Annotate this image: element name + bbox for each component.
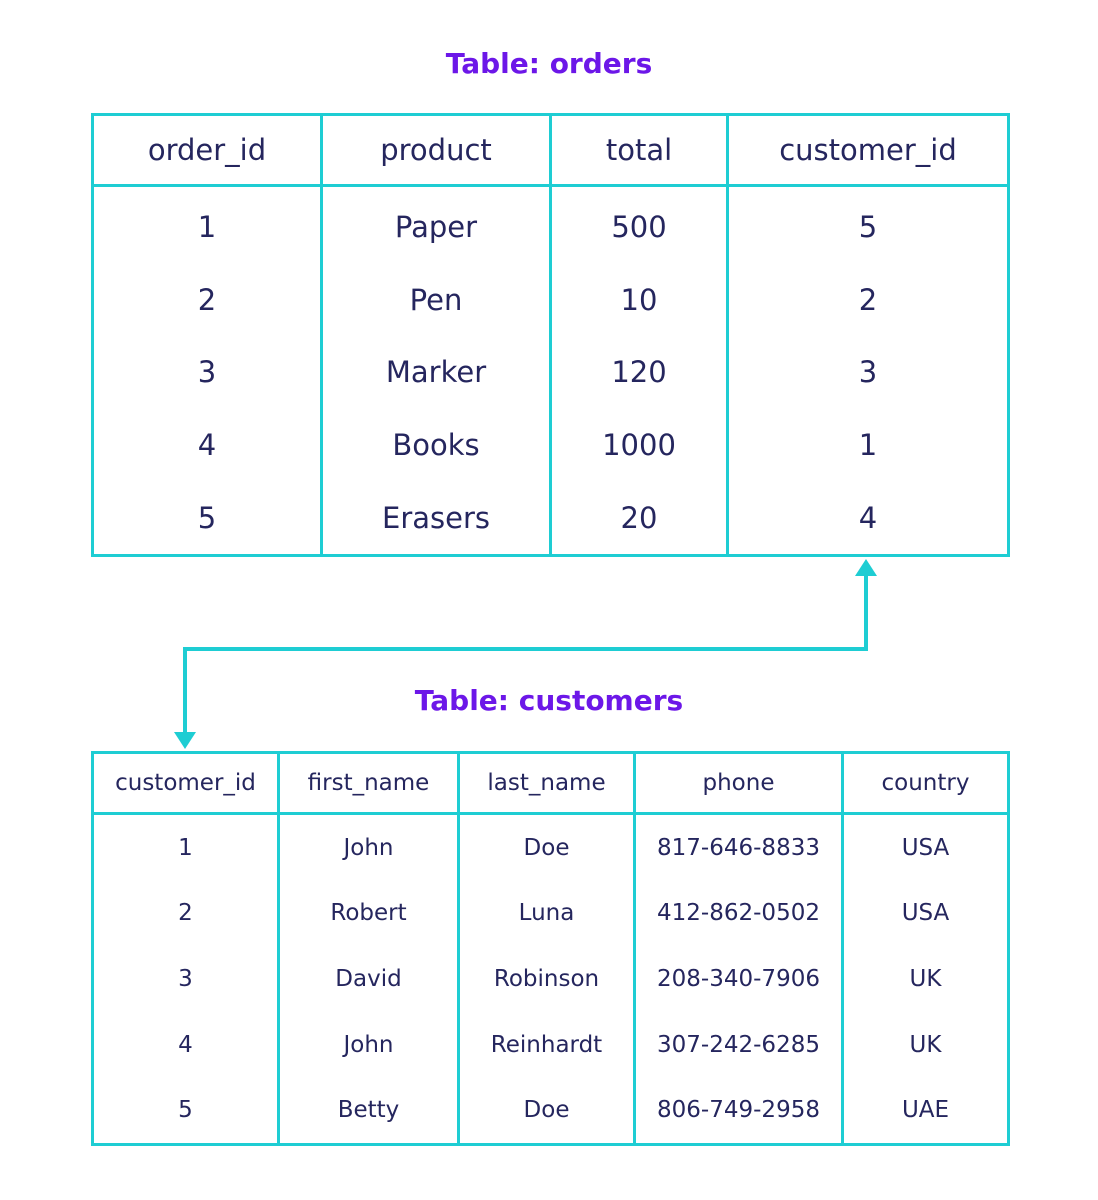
orders-cell: 1000 (551, 409, 728, 482)
orders-cell: Erasers (322, 481, 551, 555)
orders-table (91, 113, 1010, 557)
customers-cell: 3 (93, 946, 279, 1012)
orders-cell: 500 (551, 186, 728, 264)
orders-header-total: total (551, 115, 728, 186)
customers-cell: USA (843, 814, 1009, 881)
customers-cell: 208-340-7906 (635, 946, 843, 1012)
customers-cell: UAE (843, 1077, 1009, 1144)
customers-header-row (93, 753, 1009, 814)
customers-cell: 806-749-2958 (635, 1077, 843, 1144)
orders-cell: 1 (728, 409, 1009, 482)
customers-row (93, 814, 1009, 881)
customers-row (93, 881, 1009, 947)
customers-header-country: country (843, 753, 1009, 814)
arrow-down-icon (174, 732, 196, 749)
customers-cell: 5 (93, 1077, 279, 1144)
orders-row (93, 336, 1009, 409)
customers-header-first-name: first_name (279, 753, 459, 814)
orders-header-order-id: order_id (93, 115, 322, 186)
customers-row (93, 1012, 1009, 1078)
customers-cell: 2 (93, 881, 279, 947)
customers-cell: Robinson (459, 946, 635, 1012)
customers-cell: 1 (93, 814, 279, 881)
orders-header-product: product (322, 115, 551, 186)
orders-row (93, 264, 1009, 337)
arrow-up-icon (855, 559, 877, 576)
customers-cell: Betty (279, 1077, 459, 1144)
orders-row (93, 481, 1009, 555)
orders-cell: 120 (551, 336, 728, 409)
customers-cell: John (279, 1012, 459, 1078)
orders-header-customer-id: customer_id (728, 115, 1009, 186)
orders-cell: 4 (728, 481, 1009, 555)
customers-cell: Luna (459, 881, 635, 947)
orders-row (93, 186, 1009, 264)
customers-row (93, 1077, 1009, 1144)
customers-table-title: Table: customers (414, 684, 684, 717)
customers-header-phone: phone (635, 753, 843, 814)
orders-cell: Pen (322, 264, 551, 337)
orders-table-title: Table: orders (445, 47, 653, 80)
orders-cell: 5 (93, 481, 322, 555)
customers-header-customer-id: customer_id (93, 753, 279, 814)
customers-cell: Reinhardt (459, 1012, 635, 1078)
orders-cell: 2 (93, 264, 322, 337)
customers-cell: Doe (459, 814, 635, 881)
customers-cell: USA (843, 881, 1009, 947)
customers-cell: Robert (279, 881, 459, 947)
orders-cell: 20 (551, 481, 728, 555)
orders-cell: 5 (728, 186, 1009, 264)
orders-cell: 10 (551, 264, 728, 337)
customers-cell: David (279, 946, 459, 1012)
orders-cell: 1 (93, 186, 322, 264)
customers-row (93, 946, 1009, 1012)
orders-cell: Books (322, 409, 551, 482)
orders-cell: 2 (728, 264, 1009, 337)
orders-cell: Paper (322, 186, 551, 264)
customers-cell: 4 (93, 1012, 279, 1078)
customers-header-last-name: last_name (459, 753, 635, 814)
orders-header-row (93, 115, 1009, 186)
orders-cell: 3 (93, 336, 322, 409)
customers-cell: 307-242-6285 (635, 1012, 843, 1078)
customers-cell: UK (843, 1012, 1009, 1078)
customers-cell: 817-646-8833 (635, 814, 843, 881)
customers-cell: Doe (459, 1077, 635, 1144)
customers-cell: UK (843, 946, 1009, 1012)
customers-cell: John (279, 814, 459, 881)
customers-table (91, 751, 1010, 1146)
orders-cell: 3 (728, 336, 1009, 409)
customers-cell: 412-862-0502 (635, 881, 843, 947)
orders-cell: Marker (322, 336, 551, 409)
orders-cell: 4 (93, 409, 322, 482)
orders-row (93, 409, 1009, 482)
